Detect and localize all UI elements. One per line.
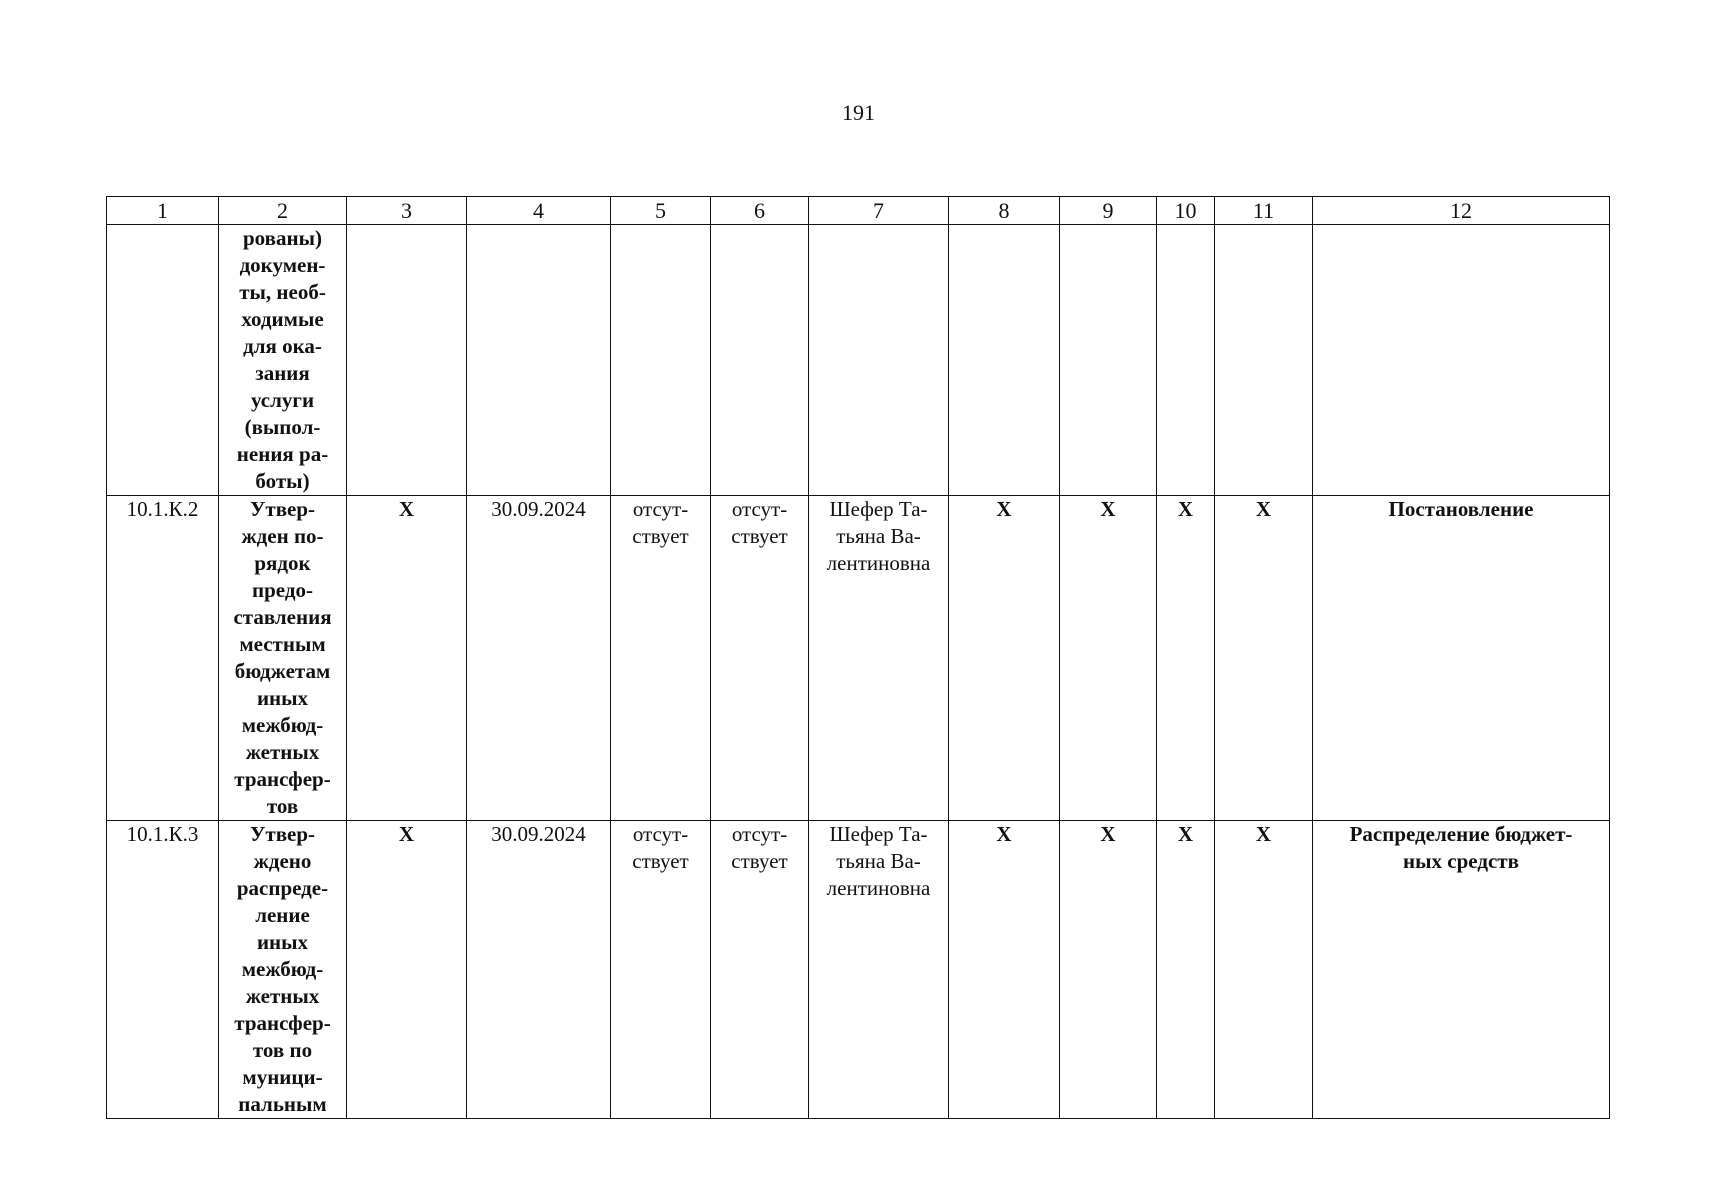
cell-col3 bbox=[347, 225, 467, 496]
column-header-12: 12 bbox=[1313, 197, 1610, 225]
column-header-9: 9 bbox=[1060, 197, 1157, 225]
cell-col5: отсут- ствует bbox=[611, 821, 711, 1119]
cell-col6: отсут- ствует bbox=[711, 821, 809, 1119]
cell-responsible bbox=[809, 225, 949, 496]
cell-col8 bbox=[949, 225, 1060, 496]
cell-responsible: Шефер Та- тьяна Ва- лентиновна bbox=[809, 821, 949, 1119]
cell-col10: X bbox=[1157, 821, 1215, 1119]
cell-col11: X bbox=[1215, 821, 1313, 1119]
cell-code: 10.1.К.2 bbox=[107, 496, 219, 821]
cell-code bbox=[107, 225, 219, 496]
cell-name: Утвер- ждено распреде- ление иных межбюд- жетных трансфер- тов по муници- пальным bbox=[219, 821, 347, 1119]
cell-document bbox=[1313, 225, 1610, 496]
column-header-2: 2 bbox=[219, 197, 347, 225]
cell-document: Постановление bbox=[1313, 496, 1610, 821]
cell-col10: X bbox=[1157, 496, 1215, 821]
table-row bbox=[107, 225, 1610, 496]
cell-col6 bbox=[711, 225, 809, 496]
cell-name: рованы) докумен- ты, необ- ходимые для ока- зания услуги (выпол- нения ра- боты) bbox=[219, 225, 347, 496]
cell-col5: отсут- ствует bbox=[611, 496, 711, 821]
cell-col8: X bbox=[949, 821, 1060, 1119]
column-header-1: 1 bbox=[107, 197, 219, 225]
cell-col3: X bbox=[347, 821, 467, 1119]
cell-col9: X bbox=[1060, 496, 1157, 821]
column-header-5: 5 bbox=[611, 197, 711, 225]
cell-col3: X bbox=[347, 496, 467, 821]
cell-col6: отсут- ствует bbox=[711, 496, 809, 821]
column-header-10: 10 bbox=[1157, 197, 1215, 225]
table-row bbox=[107, 496, 1610, 821]
cell-col11: X bbox=[1215, 496, 1313, 821]
cell-name: Утвер- жден по- рядок предо- ставления местным бюджетам иных межбюд- жетных трансфер- тов bbox=[219, 496, 347, 821]
cell-code: 10.1.К.3 bbox=[107, 821, 219, 1119]
column-header-4: 4 bbox=[467, 197, 611, 225]
cell-date: 30.09.2024 bbox=[467, 821, 611, 1119]
column-header-6: 6 bbox=[711, 197, 809, 225]
data-table bbox=[106, 196, 1610, 1119]
column-header-3: 3 bbox=[347, 197, 467, 225]
cell-col11 bbox=[1215, 225, 1313, 496]
page-number: 191 bbox=[842, 100, 875, 125]
cell-date bbox=[467, 225, 611, 496]
cell-date: 30.09.2024 bbox=[467, 496, 611, 821]
column-header-7: 7 bbox=[809, 197, 949, 225]
cell-col8: X bbox=[949, 496, 1060, 821]
cell-col9: X bbox=[1060, 821, 1157, 1119]
header-row bbox=[107, 197, 1610, 225]
cell-col5 bbox=[611, 225, 711, 496]
column-header-11: 11 bbox=[1215, 197, 1313, 225]
column-header-8: 8 bbox=[949, 197, 1060, 225]
cell-col9 bbox=[1060, 225, 1157, 496]
table-row bbox=[107, 821, 1610, 1119]
cell-responsible: Шефер Та- тьяна Ва- лентиновна bbox=[809, 496, 949, 821]
cell-document: Распределение бюджет- ных средств bbox=[1313, 821, 1610, 1119]
cell-col10 bbox=[1157, 225, 1215, 496]
